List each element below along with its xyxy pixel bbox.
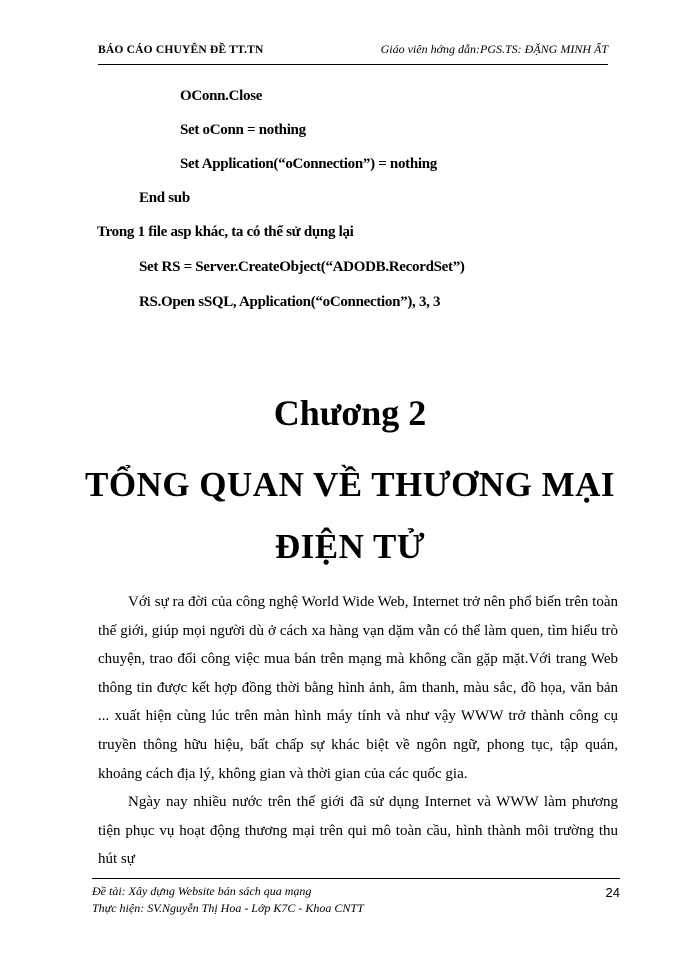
code-line: RS.Open sSQL, Application(“oConnection”), 3, 3: [139, 294, 441, 310]
paragraph: Với sự ra đời của công nghệ World Wide Web, Internet trở nên phổ biến trên toàn thế giới, giúp mọi người dù ở cách xa hàng vạn dặm vẫn có thể làm quen, tìm hiểu trò chuyện, trao đổi công việc mua bán trên mạng mà không cần gặp mặt.Với trang Web thông tin được kết hợp đồng thời bằng hình ảnh, âm thanh, màu sắc, đồ họa, văn bản ... xuất hiện cùng lúc trên màn hình máy tính và như vậy WWW trở thành công cụ truyền thông hữu hiệu, bất chấp sự khác biệt về ngôn ngữ, phong tục, tập quán, khoảng cách địa lý, không gian và thời gian của các quốc gia.: [98, 594, 618, 782]
page-footer: [92, 878, 620, 924]
supervisor-label: Giáo viên hớng dẫn:PGS.TS: ĐẶNG MINH ẤT: [380, 42, 608, 56]
chapter-title: [0, 454, 700, 578]
page-header: [98, 38, 608, 68]
code-line: Set oConn = nothing: [180, 122, 306, 138]
header-divider: [98, 64, 608, 65]
code-line: Set Application(“oConnection”) = nothing: [180, 156, 437, 172]
chapter-title-line: ĐIỆN TỬ: [274, 527, 426, 566]
chapter-label: Chương 2: [273, 393, 427, 433]
chapter-title-line: TỔNG QUAN VỀ THƯƠNG MẠI: [84, 465, 616, 504]
code-line: Set RS = Server.CreateObject(“ADODB.RecordSet”): [139, 259, 465, 275]
paragraph: Ngày nay nhiều nước trên thế giới đã sử dụng Internet và WWW làm phương tiện phục vụ hoạt động thương mại trên qui mô toàn cầu, hình thành môi trường thu hút sự: [98, 794, 618, 868]
page-number: 24: [605, 885, 620, 900]
code-line: End sub: [139, 190, 190, 206]
report-title: BÁO CÁO CHUYÊN ĐỀ TT.TN: [98, 44, 264, 56]
footer-divider: [92, 878, 620, 879]
footer-topic: Đề tài: Xây dựng Website bán sách qua mạng: [92, 884, 312, 898]
code-line: OConn.Close: [180, 88, 263, 104]
body-text: [98, 588, 618, 874]
code-intro-text: Trong 1 file asp khác, ta có thể sử dụng lại: [97, 224, 354, 240]
footer-author: Thực hiện: SV.Nguyễn Thị Hoa - Lớp K7C - Khoa CNTT: [92, 901, 364, 915]
